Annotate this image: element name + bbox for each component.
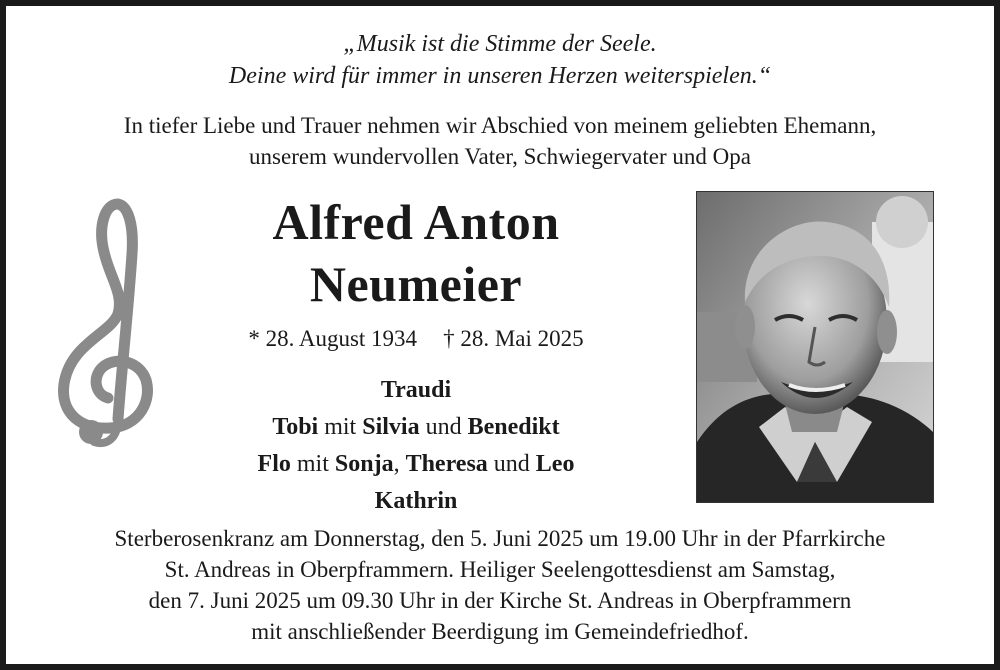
family-line-3 [186, 446, 646, 483]
deceased-first-names: Alfred Anton [272, 194, 560, 250]
family-name: Traudi [380, 377, 452, 403]
connector-text: und [487, 451, 536, 477]
life-dates [206, 324, 626, 354]
intro-line-1: In tiefer Liebe und Trauer nehmen wir Abschied von meinem geliebten Ehemann, [123, 113, 877, 138]
birth-date: * 28. August 1934 [248, 326, 418, 351]
connector-text: mit [290, 451, 335, 477]
family-line-2 [186, 409, 646, 446]
family-name: Flo [257, 451, 291, 477]
death-date: † 28. Mai 2025 [443, 326, 584, 351]
connector-text: und [419, 414, 468, 440]
family-name: Tobi [272, 414, 319, 440]
family-line-4 [186, 483, 646, 520]
services-line-2: St. Andreas in Oberpframmern. Heiliger Seelengottesdienst am Samstag, [164, 557, 836, 582]
connector-text: mit [318, 414, 363, 440]
services-line-4: mit anschließender Beerdigung im Gemeindefriedhof. [251, 619, 749, 644]
quote-line-1: „Musik ist die Stimme der Seele. [343, 31, 657, 57]
family-name: Silvia [362, 414, 420, 440]
quote-line-2: Deine wird für immer in unseren Herzen weiterspielen.“ [228, 63, 772, 89]
family-name: Leo [535, 451, 575, 477]
treble-clef-icon [48, 194, 168, 454]
portrait-photo [696, 191, 934, 503]
connector-text: , [393, 451, 406, 477]
intro-line-2: unserem wundervollen Vater, Schwiegervater und Opa [249, 144, 751, 169]
services-line-1: Sterberosenkranz am Donnerstag, den 5. Juni 2025 um 19.00 Uhr in der Pfarrkirche [114, 526, 886, 551]
family-name: Theresa [405, 451, 488, 477]
family-name: Kathrin [374, 488, 458, 514]
deceased-surname: Neumeier [309, 256, 523, 312]
services-line-3: den 7. Juni 2025 um 09.30 Uhr in der Kirche St. Andreas in Oberpframmern [148, 588, 852, 613]
family-name: Benedikt [467, 414, 560, 440]
family-name: Sonja [334, 451, 394, 477]
family-line-1 [186, 372, 646, 409]
